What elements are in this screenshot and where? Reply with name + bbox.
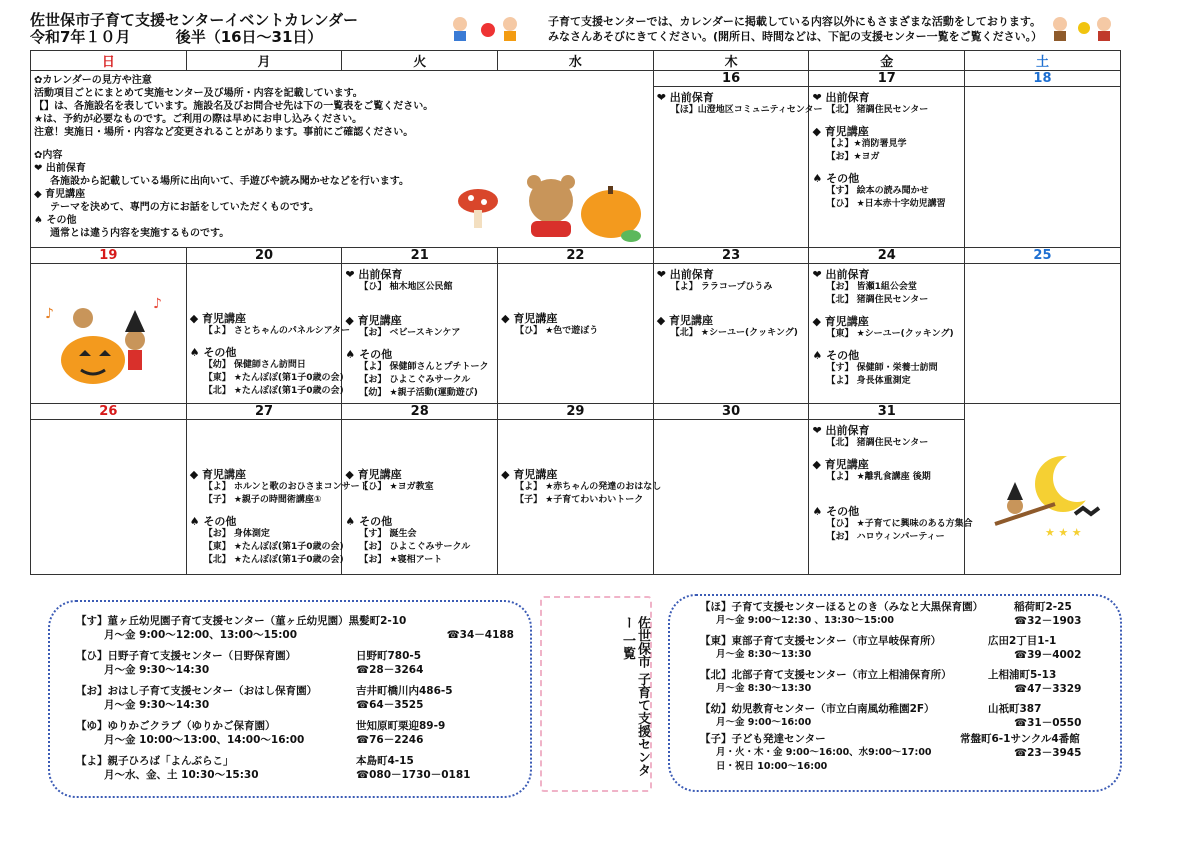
day-cell-31: 31 ❤ 出前保育 【北】 猪調住民センター ◆ 育児講座 【よ】 ★離乳食講座 後期 ♠ その他 【ひ】 ★子育てに興味のある方集合 【お】 ハロウィンパーティー xyxy=(809,404,965,575)
weekday-header xyxy=(31,51,1121,71)
weekday-mon: 月 xyxy=(186,51,342,71)
day-cell-28: 28 ◆ 育児講座 【ひ】 ★ヨガ教室 ♠ その他 【す】 誕生会 【お】 ひよこぐみサークル 【お】 ★寝相アート xyxy=(342,404,498,575)
directory-entry: 【ほ】子育て支援センターほるとのき（みなと大黒保育園） 稲荷町2-25 月～金 9:00～12:30 、13:30～15:00 ☎32－1903 xyxy=(700,601,1082,627)
directory-title: 佐世保市 子育て支援センター 一覧 xyxy=(620,616,650,777)
day-cell-30: 30 xyxy=(653,404,809,575)
directory-entry: 【ゆ】ゆりかごクラブ（ゆりかご保育園） 世知原町栗迎89-9 月～金 10:00～13:00、14:00～16:00 ☎76－2246 xyxy=(76,720,446,746)
day-cell-23: 23 ❤ 出前保育 【よ】 ララコープひうみ ◆ 育児講座 【北】 ★シーユー(クッキング) xyxy=(653,248,809,404)
kids-illustration-right xyxy=(1050,14,1120,46)
weekday-sun: 日 xyxy=(31,51,187,71)
svg-text:♪: ♪ xyxy=(45,306,54,322)
svg-text:★ ★ ★: ★ ★ ★ xyxy=(1045,526,1082,539)
legend: ✿カレンダーの見方や注意 活動項目ごとにまとめて実施センター及び場所・内容を記載しています。 【】は、各施設名を表しています。施設名及びお問合せ先は下の一覧表をご覧ください。 ★は、予約が必要なものです。ご利用の際は早めにお申し込みください。 注意！実施日・場所・内容など変更されることがあります。事前にご確認ください。 ✿内容 ❤ 出前保育 各施設から記載している場所に出向いて、手遊びや読み聞かせなどを行います。 ◆ 育児講座 テーマを決めて、専門の方にお話をしていただくものです。 ♠ その他 通常とは違う内容を実施するものです。 xyxy=(34,75,434,239)
directory-entry: 【北】北部子育て支援センター（市立上相浦保育所） 上相浦町5-13 月～金 8:30～13:30 ☎47－3329 xyxy=(700,669,1082,695)
directory-entry: 【ひ】日野子育て支援センター（日野保育園） 日野町780-5 月～金 9:30～14:30 ☎28－3264 xyxy=(76,650,424,676)
page-title-block xyxy=(30,12,362,46)
weekday-thu: 木 xyxy=(653,51,809,71)
period-label: 後半（16日～31日） xyxy=(175,28,323,46)
directory-entry: 【す】菫ヶ丘幼児園子育て支援センター（菫ヶ丘幼児園）黒髪町2-10 月～金 9:00～12:00、13:00～15:00 ☎34－4188 xyxy=(76,615,514,641)
directory-left xyxy=(48,600,532,798)
weekday-tue: 火 xyxy=(342,51,498,71)
day-cell-18: 18 xyxy=(965,71,1121,248)
calendar-table xyxy=(30,50,1121,575)
legend-cell xyxy=(31,71,654,248)
weekday-fri: 金 xyxy=(809,51,965,71)
weekday-sat: 土 xyxy=(965,51,1121,71)
directory-entry: 【よ】親子ひろば「よんぶらこ」 本島町4-15 月～水、金、土 10:30～15:30 ☎080－1730－0181 xyxy=(76,755,471,781)
directory-entry: 【幼】幼児教育センター（市立白南風幼稚園2F） 山祇町387 月～金 9:00～16:00 ☎31－0550 xyxy=(700,703,1082,729)
day-cell-25: 25 xyxy=(965,248,1121,404)
day-cell-24: 24 ❤ 出前保育 【お】 皆瀬1組公会堂 【北】 猪調住民センター ◆ 育児講座 【東】 ★シーユー(クッキング) ♠ その他 【す】 保健師・栄養士訪問 【よ】 身長体重測定 xyxy=(809,248,965,404)
day-cell-26: 26 xyxy=(31,404,187,575)
day-cell-17: 17 ❤ 出前保育 【北】 猪調住民センター ◆ 育児講座 【よ】★消防署見学 【お】★ヨガ ♠ その他 【す】 絵本の読み聞かせ 【ひ】 ★日本赤十字幼児講習 xyxy=(809,71,965,248)
day-cell-27: 27 ◆ 育児講座 【よ】 ホルンと歌のおひさまコンサート 【子】 ★親子の時間術講座① ♠ その他 【お】 身体測定 【東】 ★たんぽぽ(第1子0歳の会) 【北】 ★たんぽぽ(第1子0歳の会) xyxy=(186,404,342,575)
directory-entry: 【子】子ども発達センター 常盤町6-1サンクル4番館 月・火・木・金 9:00～16:00、水9:00～17:00 ☎23－3945 日・祝日 10:00～16:00 xyxy=(700,733,1082,772)
day-cell-21: 21 ❤ 出前保育 【ひ】 柚木地区公民館 ◆ 育児講座 【お】 ベビースキンケア ♠ その他 【よ】 保健師さんとプチトーク 【お】 ひよこぐみサークル 【幼】 ★親子活動(運動遊び) xyxy=(342,248,498,404)
directory-entry: 【お】おはし子育て支援センター（おはし保育園） 吉井町橋川内486-5 月～金 9:30～14:30 ☎64－3525 xyxy=(76,685,453,711)
halloween-illustration xyxy=(43,288,173,392)
directory-entry: 【東】東部子育て支援センター（市立早岐保育所） 広田2丁目1-1 月～金 8:30～13:30 ☎39－4002 xyxy=(700,635,1082,661)
directory-right xyxy=(668,594,1122,792)
weekday-wed: 水 xyxy=(498,51,654,71)
header-note: 子育て支援センターでは、カレンダーに掲載している内容以外にもさまざまな活動をしております。 みなさんあそびにきてください。(開所日、時間などは、下記の支援センター一覧をご覧ください。） xyxy=(548,15,1043,43)
day-cell-19: 19 ♪ ♪ xyxy=(31,248,187,404)
month-label: 令和7年１０月 xyxy=(30,28,131,46)
kids-illustration xyxy=(448,14,528,46)
directory-title-box xyxy=(540,596,652,792)
day-cell-empty xyxy=(965,404,1121,575)
svg-text:♪: ♪ xyxy=(153,296,162,312)
day-cell-16: 16 ❤ 出前保育 【ほ】山澄地区コミュニティセンター xyxy=(653,71,809,248)
day-cell-29: 29 ◆ 育児講座 【よ】 ★赤ちゃんの発達のおはなし 【子】 ★子育てわいわいトーク xyxy=(498,404,654,575)
bear-pumpkin-illustration xyxy=(456,166,646,250)
day-cell-22: 22 ◆ 育児講座 【ひ】 ★色で遊ぼう xyxy=(498,248,654,404)
moon-witch-illustration xyxy=(985,444,1115,548)
day-cell-20: 20 ◆ 育児講座 【よ】 さとちゃんのパネルシアター ♠ その他 【幼】 保健師さん訪問日 【東】 ★たんぽぽ(第1子0歳の会) 【北】 ★たんぽぽ(第1子0歳の会) xyxy=(186,248,342,404)
page-title: 佐世保市子育て支援センターイベントカレンダー xyxy=(30,11,358,29)
